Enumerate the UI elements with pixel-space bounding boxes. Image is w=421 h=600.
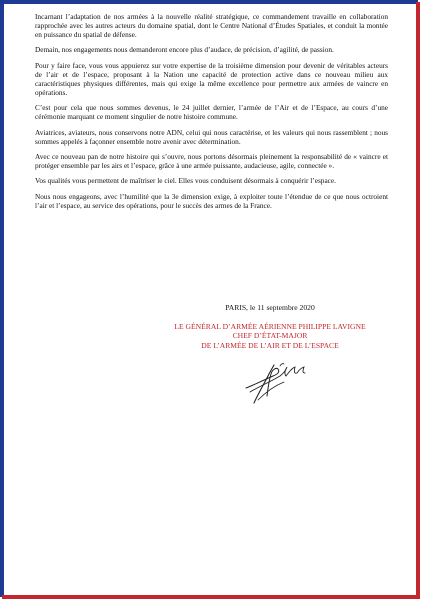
paragraph-6: Avec ce nouveau pan de notre histoire qui s’ouvre, nous portons désormais pleinement la responsabilité de « vaincre et protéger ensemble par les airs et l’espace, grâce à une armée puissante, audacieuse, agile, connectée ». xyxy=(35,152,388,171)
paragraph-5: Aviatrices, aviateurs, nous conservons notre ADN, celui qui nous caractérise, et les valeurs qui nous rassemblent ; nous sommes appelés à façonner ensemble notre avenir avec détermination. xyxy=(35,127,388,146)
date-line: PARIS, le 11 septembre 2020 xyxy=(225,303,315,312)
paragraph-1: Incarnant l’adaptation de nos armées à la nouvelle réalité stratégique, ce commandement travaille en collaboration rapprochée avec les autres acteurs du domaine spatial, dont le Centre National d’Études Spatiales, et conduit la montée en puissance du spatial de défense. xyxy=(35,12,388,40)
handwritten-signature xyxy=(240,358,310,408)
signatory-title: CHEF D’ÉTAT-MAJOR xyxy=(232,331,308,341)
paragraph-7: Vos qualités vous permettent de maîtriser le ciel. Elles vous conduisent désormais à conquérir l’espace. xyxy=(35,176,336,186)
signatory-organization: DE L’ARMÉE DE L’AIR ET DE L’ESPACE xyxy=(201,340,339,350)
paragraph-4: C’est pour cela que nous sommes devenus, le 24 juillet dernier, l’armée de l’Air et de l’Espace, au cours d’une cérémonie marquant ce moment singulier de notre histoire commune. xyxy=(35,103,388,122)
paragraph-8: Nous nous engageons, avec l’humilité que la 3e dimension exige, à exploiter toute l’étendue de ce que nous octroient l’air et l’espace, au service des opérations, pour le succès des armes de la France. xyxy=(35,191,388,210)
signatory-rank-name: LE GÉNÉRAL D’ARMÉE AÉRIENNE PHILIPPE LAVIGNE xyxy=(174,322,366,331)
paragraph-3: Pour y faire face, vous vous appuierez sur votre expertise de la troisième dimension pour devenir de véritables acteurs de l’air et de l’espace, proposant à la Nation une capacité de protection active dans ce nouveau milieu aux caractéristiques physiques différentes, mais qui exige la même excellence pour permettre aux armées de vaincre en opérations. xyxy=(35,60,388,98)
signatory-block xyxy=(120,322,420,350)
paragraph-2: Demain, nos engagements nous demanderont encore plus d’audace, de précision, d’agilité, de passion. xyxy=(35,45,334,55)
letter-body xyxy=(35,12,388,216)
